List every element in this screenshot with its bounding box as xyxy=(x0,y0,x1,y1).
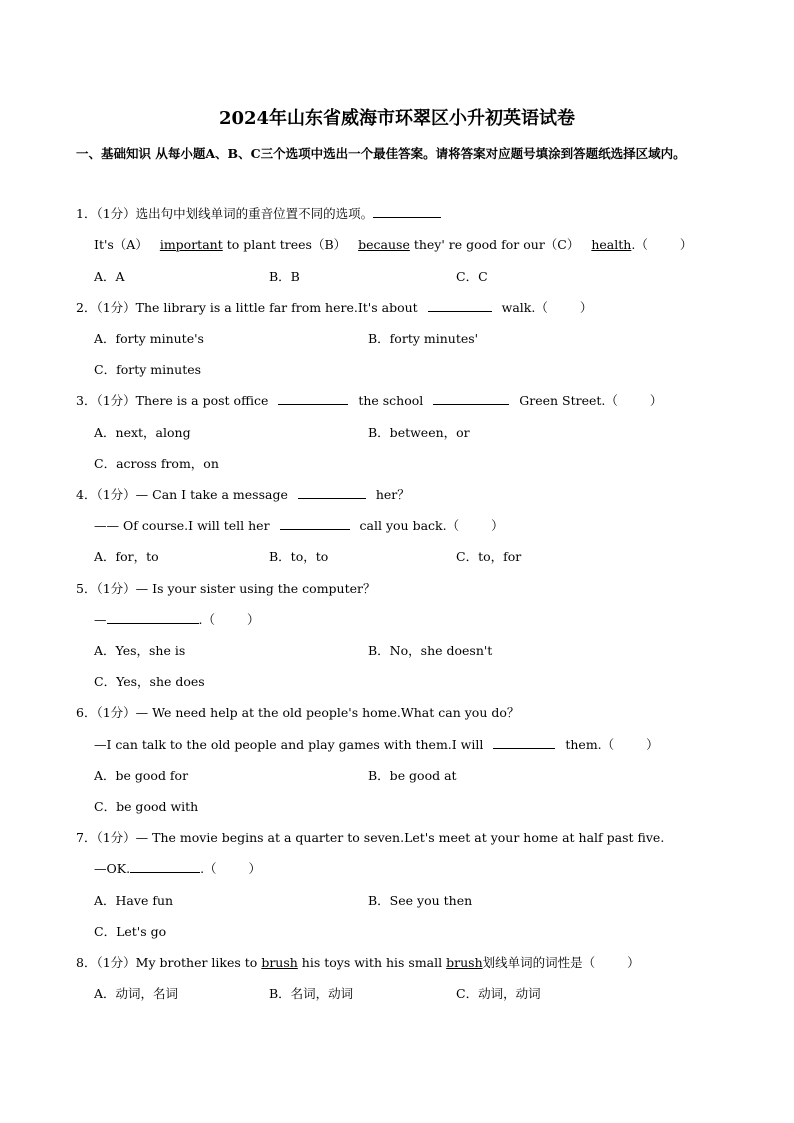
paren-close: ） xyxy=(646,737,659,752)
answer-blank xyxy=(130,860,200,873)
sentence-text: they' re good for our（C） xyxy=(413,237,580,252)
underlined-word: brush xyxy=(446,955,483,970)
question-6-stem: 6．（1分）— We need help at the old people's home.What can you do？ xyxy=(76,705,520,720)
option-c[interactable]: C．C xyxy=(456,269,488,284)
option-b[interactable]: B．to，to xyxy=(269,549,329,564)
section-instructions: 一、基础知识 从每小题A、B、C三个选项中选出一个最佳答案。请将答案对应题号填涂到答题纸选择区域内。 xyxy=(76,146,686,161)
option-a[interactable]: A．for，to xyxy=(94,549,159,564)
option-a[interactable]: A．Have fun xyxy=(94,893,174,908)
question-6 xyxy=(76,704,519,722)
option-c[interactable]: C．across from，on xyxy=(94,456,219,471)
underlined-word: brush xyxy=(261,955,298,970)
answer-blank xyxy=(373,205,441,218)
paren-close: ） xyxy=(579,300,593,315)
question-2-options-row2 xyxy=(94,361,201,379)
option-a[interactable]: A．next，along xyxy=(94,425,191,440)
question-2-stem: 2．（1分）The library is a little far from here.It's about xyxy=(76,300,418,315)
sentence-text: 划线单词的词性是（ xyxy=(482,955,596,970)
question-1 xyxy=(76,205,441,223)
option-a[interactable]: A．be good for xyxy=(94,768,189,783)
option-b[interactable]: B．See you then xyxy=(368,893,473,908)
answer-blank xyxy=(107,611,199,624)
question-3-stem: 3．（1分）There is a post office xyxy=(76,393,269,408)
sentence-text: the school xyxy=(358,393,424,408)
option-c[interactable]: C．forty minutes xyxy=(94,362,202,377)
question-7 xyxy=(76,829,664,847)
option-c[interactable]: C．be good with xyxy=(94,799,199,814)
option-a[interactable]: A．Yes，she is xyxy=(94,643,186,658)
question-4 xyxy=(76,486,410,504)
question-7-stem: 7．（1分）— The movie begins at a quarter to seven.Let's meet at your home at half past five. xyxy=(76,830,665,845)
answer-blank xyxy=(428,299,492,312)
option-a[interactable]: A．forty minute's xyxy=(94,331,204,346)
option-c[interactable]: C．Let's go xyxy=(94,924,167,939)
sentence-text: to plant trees（B） xyxy=(226,237,347,252)
sentence-text: his toys with his small xyxy=(301,955,443,970)
question-4-line2 xyxy=(94,517,504,535)
option-b[interactable]: B．forty minutes' xyxy=(368,331,479,346)
paren-close: ） xyxy=(649,393,663,408)
question-1-sentence xyxy=(94,236,692,254)
paren-close: ） xyxy=(246,612,260,627)
underlined-word: because xyxy=(358,237,410,252)
paren-close: ） xyxy=(679,237,693,252)
option-b[interactable]: B．B xyxy=(269,269,300,284)
option-a[interactable]: A．A xyxy=(94,269,125,284)
question-3-options-row2 xyxy=(94,455,219,473)
question-7-line2 xyxy=(94,860,261,878)
question-1-stem: 1．（1分）选出句中划线单词的重音位置不同的选项。 xyxy=(76,206,374,221)
sentence-text: .（ xyxy=(198,612,215,627)
underlined-word: health xyxy=(591,237,632,252)
sentence-text: — xyxy=(94,612,107,627)
option-b[interactable]: B．No，she doesn't xyxy=(368,643,493,658)
question-5-options-row2 xyxy=(94,673,205,691)
question-8 xyxy=(76,954,640,972)
question-8-stem: 8．（1分）My brother likes to xyxy=(76,955,258,970)
sentence-text: Green Street.（ xyxy=(519,393,618,408)
sentence-text: them.（ xyxy=(565,737,615,752)
sentence-text: walk.（ xyxy=(501,300,548,315)
answer-blank xyxy=(278,392,348,405)
sentence-text: call you back.（ xyxy=(359,518,460,533)
answer-blank xyxy=(493,736,555,749)
option-c[interactable]: C．动词，动词 xyxy=(456,986,541,1001)
option-a[interactable]: A．动词，名词 xyxy=(94,986,179,1001)
paren-close: ） xyxy=(491,518,504,533)
option-c[interactable]: C．to，for xyxy=(456,549,522,564)
exam-title: 2024年山东省威海市环翠区小升初英语试卷 xyxy=(218,108,576,129)
paren-close: ） xyxy=(248,861,262,876)
question-5 xyxy=(76,580,376,598)
option-b[interactable]: B．between，or xyxy=(368,425,470,440)
question-3 xyxy=(76,392,662,410)
sentence-text: .（ xyxy=(200,861,217,876)
answer-blank xyxy=(433,392,509,405)
question-6-options-row2 xyxy=(94,798,198,816)
question-5-stem: 5．（1分）— Is your sister using the computer？ xyxy=(76,581,376,596)
question-4-stem: 4．（1分）— Can I take a message xyxy=(76,487,288,502)
sentence-text: her？ xyxy=(375,487,410,502)
question-5-line2 xyxy=(94,611,260,629)
sentence-text: —OK. xyxy=(94,861,131,876)
sentence-text: It's（A） xyxy=(94,237,148,252)
question-6-line2 xyxy=(94,736,659,754)
sentence-text: —I can talk to the old people and play games with them.I will xyxy=(94,737,484,752)
paren-close: ） xyxy=(627,955,640,970)
answer-blank xyxy=(298,486,366,499)
option-b[interactable]: B．be good at xyxy=(368,768,457,783)
sentence-text: —— Of course.I will tell her xyxy=(94,518,270,533)
answer-blank xyxy=(280,517,350,530)
sentence-text: .（ xyxy=(631,237,648,252)
question-7-options-row2 xyxy=(94,923,166,941)
option-c[interactable]: C．Yes，she does xyxy=(94,674,205,689)
option-b[interactable]: B．名词，动词 xyxy=(269,986,354,1001)
question-2 xyxy=(76,299,592,317)
underlined-word: important xyxy=(159,237,223,252)
